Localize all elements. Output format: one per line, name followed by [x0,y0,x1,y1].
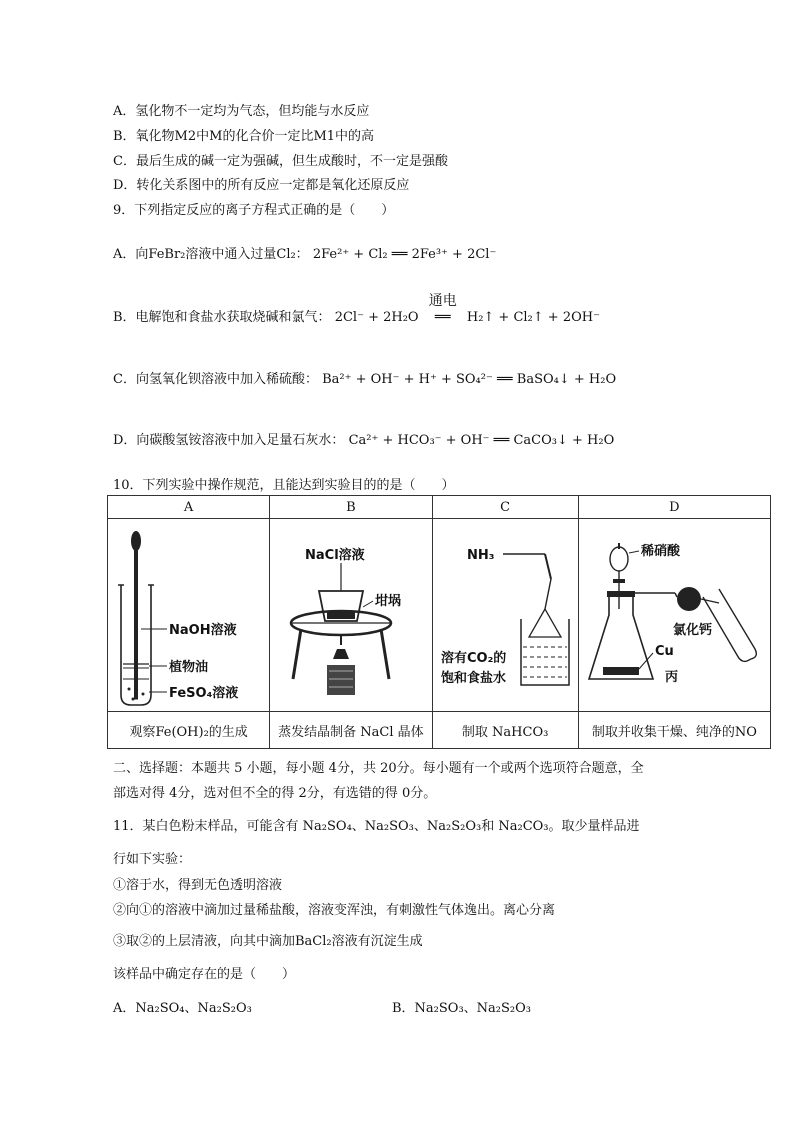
equals-sign: ══ [434,310,451,325]
q10-table [107,495,771,749]
q11-step1: ①溶于水，得到无色透明溶液 [113,878,283,893]
label-dilute-nitric-acid: 稀硝酸 [641,544,681,559]
q8-option-b: B．氧化物M2中M的化合价一定比M1中的高 [113,129,375,144]
q10-figure-d-cell [578,519,770,712]
q10-figure-a [109,519,269,707]
q8-option-c: C．最后生成的碱一定为强碱，但生成酸时，不一定是强酸 [113,154,448,169]
q10-stem: 10．下列实验中操作规范，且能达到实验目的的是（ ） [113,478,455,493]
label-feso4-solution: FeSO₄溶液 [168,686,238,701]
q9-b-condition [423,293,463,325]
q10-header-c: C [432,496,578,519]
q9-a-equation: 2Fe²⁺ + Cl₂ ══ 2Fe³⁺ + 2Cl⁻ [312,247,497,262]
q9-c-equation: Ba²⁺ + OH⁻ + H⁺ + SO₄²⁻ ══ BaSO₄↓ + H₂O [322,372,617,387]
q10-figure-a-cell [108,519,270,712]
label-crucible: 坩埚 [374,594,401,609]
q10-caption-a: 观察Fe(OH)₂的生成 [108,712,270,749]
q10-figure-b-cell [270,519,432,712]
section2-line2: 部选对得 4分，选对但不全的得 2分，有选错的得 0分。 [113,786,437,801]
q10-header-d: D [578,496,770,519]
label-cu: Cu [655,644,675,659]
q10-caption-d: 制取并收集干燥、纯净的NO [578,712,770,749]
label-naoh-solution: NaOH溶液 [168,623,237,638]
q10-figure-c [433,519,577,707]
q9-b-condition-text: 通电 [428,293,457,309]
label-saturated-brine: 饱和食盐水 [441,671,507,686]
q8-option-d: D．转化关系图中的所有反应一定都是氧化还原反应 [113,178,410,193]
q9-option-c [113,368,616,387]
label-vegetable-oil: 植物油 [168,660,208,675]
q11-step3: ③取②的上层清液，向其中滴加BaCl₂溶液有沉淀生成 [113,934,423,949]
q8-option-a: A．氢化物不一定均为气态，但均能与水反应 [113,104,370,119]
q9-b-equation-left: 2Cl⁻ + 2H₂O [334,310,419,325]
q9-d-text: D．向碳酸氢铵溶液中加入足量石灰水： [113,433,345,448]
q9-option-a [113,243,496,262]
section2-line1: 二、选择题：本题共 5 小题，每小题 4分，共 20分。每小题有一个或两个选项符合题意，全 [113,761,644,776]
q10-caption-c: 制取 NaHCO₃ [432,712,578,749]
q11-option-a: A．Na₂SO₄、Na₂S₂O₃ [113,1001,252,1016]
q10-figure-b [271,519,431,707]
q11-question: 该样品中确定存在的是（ ） [113,967,296,982]
q9-b-text: B．电解饱和食盐水获取烧碱和氯气： [113,310,331,325]
q9-c-text: C．向氢氧化钡溶液中加入稀硫酸： [113,372,318,387]
label-bing: 丙 [665,670,679,685]
q11-line2: 行如下实验： [113,852,192,867]
q9-d-equation: Ca²⁺ + HCO₃⁻ + OH⁻ ══ CaCO₃↓ + H₂O [348,433,615,448]
label-co2-dissolved: 溶有CO₂的 [441,651,507,666]
q10-header-a: A [108,496,270,519]
label-nacl-solution: NaCl溶液 [304,548,365,563]
q10-header-b: B [270,496,432,519]
q10-figure-d [579,519,769,707]
q9-stem: 9．下列指定反应的离子方程式正确的是（ ） [113,203,395,218]
q9-b-equation-right: H₂↑ + Cl₂↑ + 2OH⁻ [466,310,600,325]
label-nh3: NH₃ [467,548,495,563]
q11-line1: 11．某白色粉末样品，可能含有 Na₂SO₄、Na₂SO₃、Na₂S₂O₃和 Na₂CO₃。取少量样品进 [113,819,640,834]
label-calcium-chloride: 氯化钙 [673,623,713,638]
q11-option-b: B．Na₂SO₃、Na₂S₂O₃ [392,1001,531,1016]
q11-step2: ②向①的溶液中滴加过量稀盐酸，溶液变浑浊，有刺激性气体逸出。离心分离 [113,903,556,918]
q9-option-d [113,429,614,448]
q10-figure-c-cell [432,519,578,712]
q10-caption-b: 蒸发结晶制备 NaCl 晶体 [270,712,432,749]
q9-a-text: A．向FeBr₂溶液中通入过量Cl₂： [113,247,309,262]
q9-option-b [113,293,600,325]
